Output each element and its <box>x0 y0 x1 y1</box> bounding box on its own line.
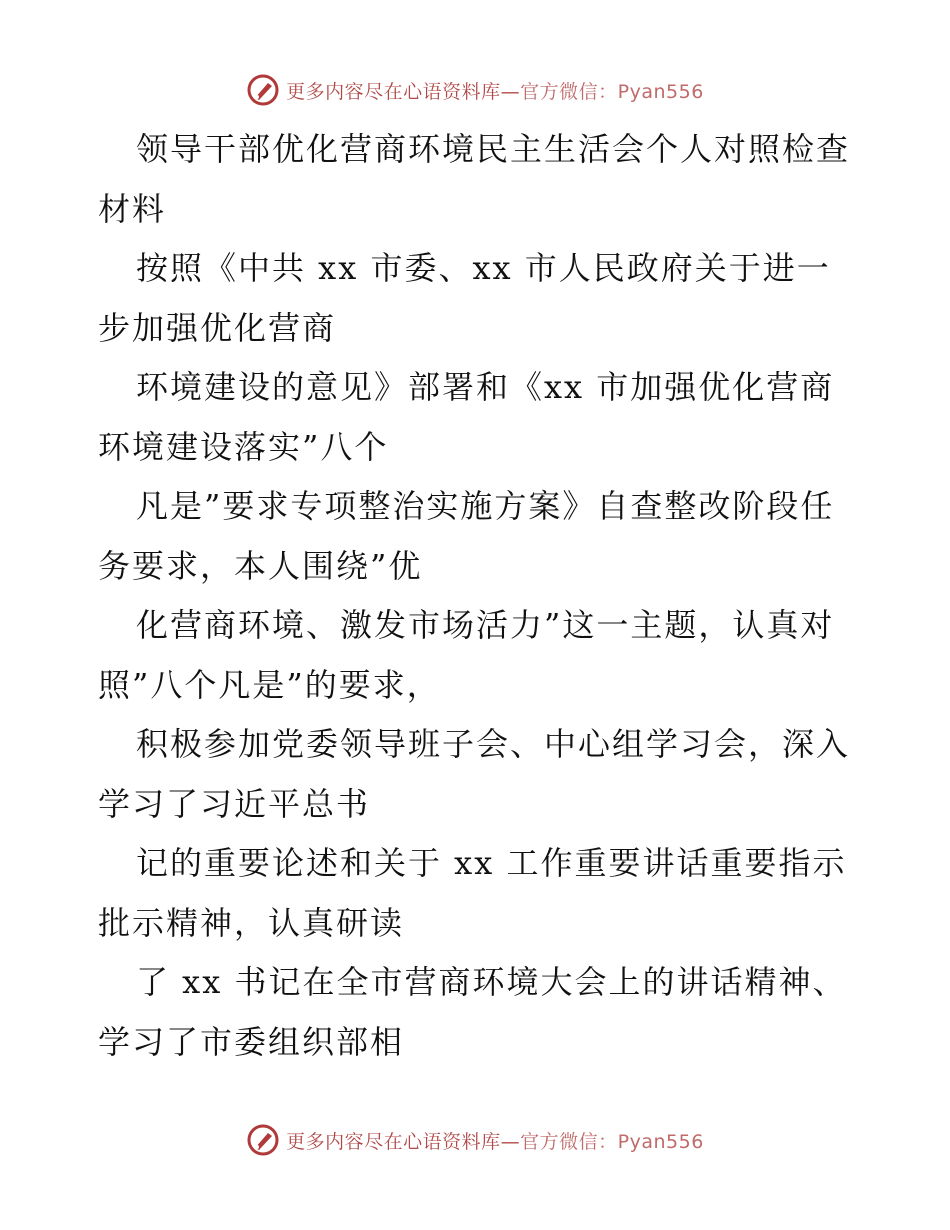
document-body <box>98 120 858 1072</box>
text-line: 环境建设落实”八个 <box>98 427 389 466</box>
text-line: 积极参加党委领导班子会、中心组学习会，深入 <box>136 725 851 763</box>
watermark-main: 更多内容尽在心语资料库 <box>286 1130 501 1153</box>
header-watermark <box>0 70 950 110</box>
text-line: 了 xx 书记在全市营商环境大会上的讲话精神、 <box>136 963 847 1001</box>
text-line: 材料 <box>98 189 167 228</box>
text-line: 学习了市委组织部相 <box>98 1022 405 1061</box>
text-line: 务要求，本人围绕”优 <box>98 546 423 585</box>
watermark-text <box>286 1127 704 1154</box>
footer-watermark <box>0 1120 950 1160</box>
pen-logo-icon <box>246 1123 280 1157</box>
text-line: 步加强优化营商 <box>98 308 337 347</box>
text-line: 记的重要论述和关于 xx 工作重要讲话重要指示 <box>136 844 847 882</box>
text-line: 环境建设的意见》部署和《xx 市加强优化营商 <box>136 368 835 406</box>
text-line: 按照《中共 xx 市委、xx 市人民政府关于进一 <box>136 249 831 287</box>
watermark-sep: — <box>500 80 521 103</box>
watermark-wechat: 官方微信：Pyan556 <box>520 80 704 103</box>
watermark-sep: — <box>500 1130 521 1153</box>
text-line: 批示精神，认真研读 <box>98 903 405 942</box>
text-line: 领导干部优化营商环境民主生活会个人对照检查 <box>136 130 851 168</box>
watermark-main: 更多内容尽在心语资料库 <box>286 80 501 103</box>
text-line: 学习了习近平总书 <box>98 784 371 823</box>
text-line: 化营商环境、激发市场活力”这一主题，认真对 <box>136 606 835 644</box>
pen-logo-icon <box>246 73 280 107</box>
watermark-text <box>286 77 704 104</box>
text-line: 照”八个凡是”的要求， <box>98 665 441 704</box>
watermark-wechat: 官方微信：Pyan556 <box>520 1130 704 1153</box>
text-line: 凡是”要求专项整治实施方案》自查整改阶段任 <box>136 487 835 525</box>
